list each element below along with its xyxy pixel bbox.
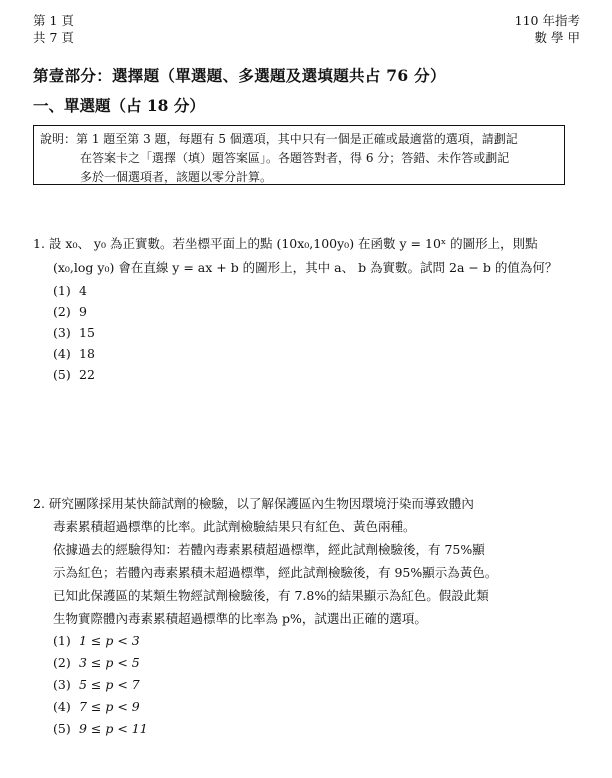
option-text: 18 [79, 346, 95, 361]
option-label: (4) [53, 699, 71, 714]
option-text: 3 ≤ p < 5 [79, 655, 140, 670]
option-item[interactable] [53, 364, 581, 385]
option-text: 9 [79, 304, 87, 319]
option-text: 7 ≤ p < 9 [79, 699, 140, 714]
option-label: (5) [53, 721, 71, 736]
option-label: (3) [53, 677, 71, 692]
option-label: (1) [53, 283, 71, 298]
option-item[interactable] [53, 280, 581, 301]
option-label: (2) [53, 655, 71, 670]
question-2-line [33, 492, 581, 515]
question-2-line: 依據過去的經驗得知：若體內毒素累積超過標準，經此試劑檢驗後，有 75%顯 [53, 542, 485, 557]
option-item[interactable] [53, 301, 581, 322]
instructions-line: 多於一個選項者，該題以零分計算。 [80, 170, 273, 184]
exam-info [515, 12, 580, 46]
option-label: (5) [53, 367, 71, 382]
option-item[interactable] [53, 718, 581, 740]
option-item[interactable] [53, 674, 581, 696]
instructions-line: 在答案卡之「選擇（填）題答案區」。各題答對者，得 6 分；答錯、未作答或劃記 [80, 151, 510, 165]
option-label: (3) [53, 325, 71, 340]
page-counter [33, 12, 74, 46]
page-number: 第 1 頁 [33, 13, 74, 28]
question-text: 設 x₀、 y₀ 為正實數。若坐標平面上的點 (10x₀,100y₀) 在函數 y = 10ˣ 的圖形上，則點 [48, 236, 538, 251]
question-text: 研究團隊採用某快篩試劑的檢驗，以了解保護區內生物因環境汙染而導致體內 [48, 496, 474, 511]
options-list [33, 630, 581, 740]
option-text: 1 ≤ p < 3 [79, 633, 140, 648]
question-2-line: 示為紅色；若體內毒素累積未超過標準，經此試劑檢驗後，有 95%顯示為黃色。 [53, 565, 498, 580]
page-total: 共 7 頁 [33, 30, 74, 45]
option-label: (4) [53, 346, 71, 361]
question-2-line: 已知此保護區的某類生物經試劑檢驗後，有 7.8%的結果顯示為紅色。假設此類 [53, 588, 489, 603]
option-text: 4 [79, 283, 87, 298]
question-1 [33, 232, 581, 385]
question-2-line: 毒素累積超過標準的比率。此試劑檢驗結果只有紅色、黃色兩種。 [53, 519, 416, 534]
exam-year: 110 年指考 [514, 13, 580, 28]
question-2 [33, 492, 581, 740]
instructions-line: 說明：第 1 題至第 3 題，每題有 5 個選項，其中只有一個是正確或最適當的選項，請劃記 [40, 132, 518, 146]
option-text: 5 ≤ p < 7 [79, 677, 140, 692]
option-item[interactable] [53, 343, 581, 364]
option-item[interactable] [53, 652, 581, 674]
question-1-line [33, 232, 581, 256]
option-label: (2) [53, 304, 71, 319]
option-text: 22 [79, 367, 95, 382]
question-1-line: (x₀,log y₀) 會在直線 y = ax + b 的圖形上，其中 a、 b 為實數。試問 2a − b 的值為何？ [53, 260, 558, 275]
subsection-title: 一、單選題（占 18 分） [33, 96, 205, 115]
option-label: (1) [53, 633, 71, 648]
option-item[interactable] [53, 322, 581, 343]
section-title: 第壹部分：選擇題（單選題、多選題及選填題共占 76 分） [33, 66, 446, 85]
option-text: 15 [79, 325, 95, 340]
question-2-line: 生物實際體內毒素累積超過標準的比率為 p%，試選出正確的選項。 [53, 611, 427, 626]
option-item[interactable] [53, 630, 581, 652]
question-number: 2. [33, 496, 45, 511]
option-item[interactable] [53, 696, 581, 718]
options-list [33, 280, 581, 385]
option-text: 9 ≤ p < 11 [79, 721, 148, 736]
instructions-box [33, 125, 565, 185]
exam-subject: 數 學 甲 [534, 30, 580, 45]
question-number: 1. [33, 236, 45, 251]
